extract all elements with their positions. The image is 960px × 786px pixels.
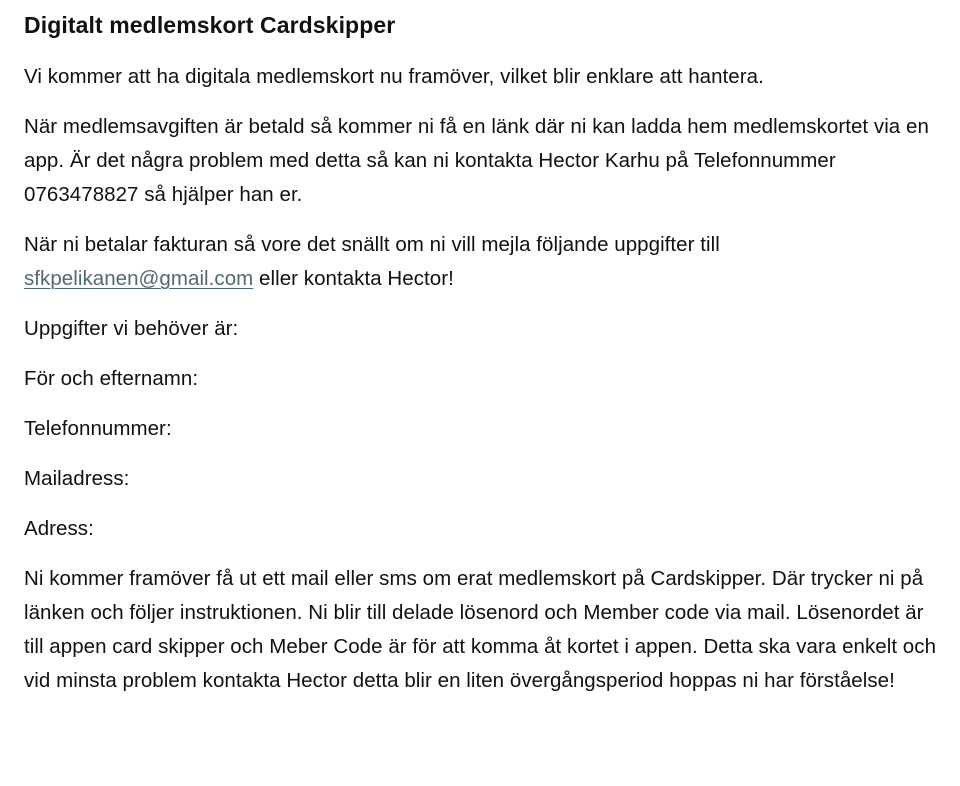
field-address: Adress: — [24, 517, 94, 540]
field-full-name: För och efternamn: — [24, 367, 199, 390]
payment-info-paragraph: När medlemsavgiften är betald så kommer ni få en länk där ni kan ladda hem medlemskortet via en app. Är det några problem med detta så kan ni kontakta Hector Karhu på Telefonnummer 0763478827 så hjälper han er. — [24, 115, 929, 206]
closing-paragraph: Ni kommer framöver få ut ett mail eller sms om erat medlemskort på Cardskipper. Där trycker ni på länken och följer instruktionen. Ni blir till delade lösenord och Member code via mail. Lösenordet är till appen card skipper och Meber Code är för att komma åt kortet i appen. Detta ska vara enkelt och vid minsta problem kontakta Hector detta blir en liten övergångsperiod hoppas ni har förståelse! — [24, 567, 937, 692]
email-link[interactable]: sfkpelikanen@gmail.com — [24, 267, 254, 290]
invoice-request-paragraph — [24, 228, 936, 296]
intro-paragraph: Vi kommer att ha digitala medlemskort nu framöver, vilket blir enklare att hantera. — [24, 65, 764, 88]
field-email-address: Mailadress: — [24, 467, 130, 490]
document-title: Digitalt medlemskort Cardskipper — [24, 12, 396, 38]
field-phone-number: Telefonnummer: — [24, 417, 172, 440]
details-heading: Uppgifter vi behöver är: — [24, 317, 239, 340]
invoice-request-suffix: eller kontakta Hector! — [253, 267, 454, 290]
invoice-request-text: När ni betalar fakturan så vore det snällt om ni vill mejla följande uppgifter till — [24, 233, 720, 256]
